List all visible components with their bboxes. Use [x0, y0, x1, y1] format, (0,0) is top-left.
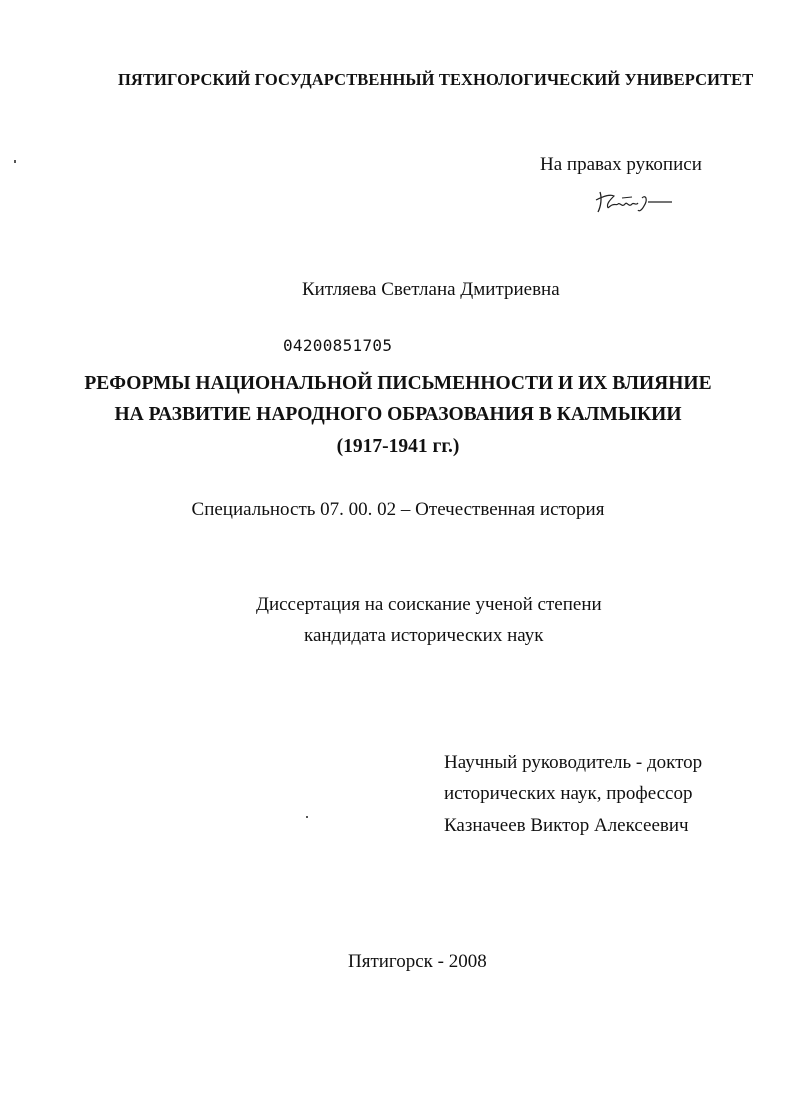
advisor-line-1: Научный руководитель - доктор [444, 752, 703, 773]
advisor-line-2: исторических наук, профессор [444, 783, 693, 804]
author-name: Китляева Светлана Дмитриевна [302, 279, 560, 300]
title-line-2: НА РАЗВИТИЕ НАРОДНОГО ОБРАЗОВАНИЯ В КАЛМЫКИИ [114, 404, 682, 425]
title-line-3: (1917-1941 гг.) [336, 436, 460, 457]
specialty-line: Специальность 07. 00. 02 – Отечественная история [191, 499, 605, 520]
advisor-line-3: Казначеев Виктор Алексеевич [444, 815, 689, 836]
scan-speck [14, 160, 16, 163]
place-and-year: Пятигорск - 2008 [348, 951, 487, 972]
scan-speck [306, 816, 308, 818]
title-line-1: РЕФОРМЫ НАЦИОНАЛЬНОЙ ПИСЬМЕННОСТИ И ИХ ВЛИЯНИЕ [84, 373, 712, 394]
degree-line-1: Диссертация на соискание ученой степени [256, 594, 602, 615]
signature-icon [592, 186, 676, 216]
manuscript-rights-note: На правах рукописи [540, 154, 702, 175]
catalog-code: 04200851705 [283, 336, 393, 355]
university-name: ПЯТИГОРСКИЙ ГОСУДАРСТВЕННЫЙ ТЕХНОЛОГИЧЕСКИЙ УНИВЕРСИТЕТ [118, 70, 754, 89]
degree-line-2: кандидата исторических наук [304, 625, 544, 646]
